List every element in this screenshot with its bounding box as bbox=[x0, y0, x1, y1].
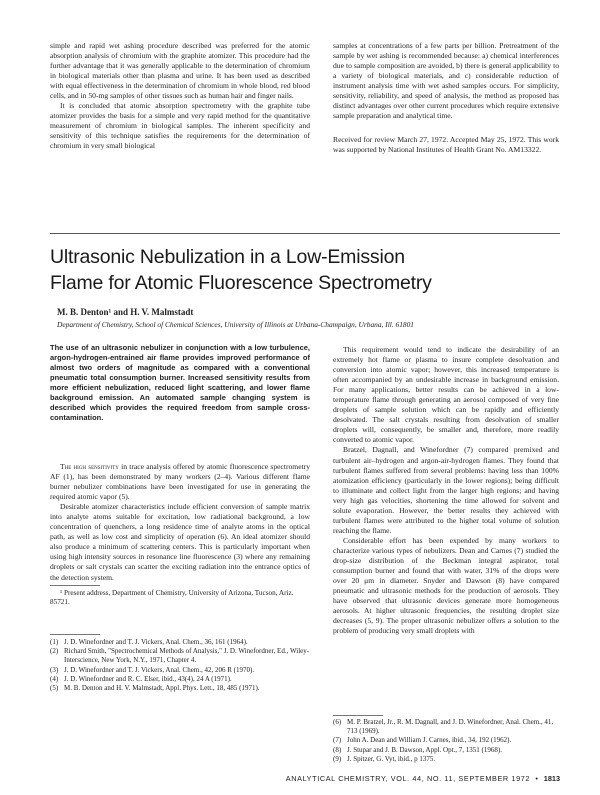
references-rule bbox=[50, 634, 100, 635]
footnote-text: ¹ Present address, Department of Chemistry, University of Arizona, Tucson, Ariz. 85721. bbox=[50, 589, 294, 607]
received-note: Received for review March 27, 1972. Accepted May 25, 1972. This work was supported by National Institutes of Health Grant No. AM13322. bbox=[333, 135, 559, 155]
footnote-rule bbox=[50, 585, 100, 586]
journal-info: ANALYTICAL CHEMISTRY, VOL. 44, NO. 11, SEPTEMBER 1972 bbox=[285, 774, 531, 783]
continued-text-left bbox=[50, 41, 310, 152]
paragraph: Desirable atomizer characteristics include efficient conversion of sample matrix into analyte atoms suitable for excitation, low radiational background, a low concentration of quenchers, a long residence time of analyte atoms in the optical path, as well as low cost and simplicity of operation (6). An ideal atomizer should also produce a minimum of scattering centers. This is particularly important when using high intensity sources in resonance line fluorescence (3) where any remaining droplets or salt crystals can scatter the exciting radiation into the entrance optics of the detection system. bbox=[50, 502, 310, 582]
title-line: Ultrasonic Nebulization in a Low-Emission bbox=[50, 246, 405, 268]
paragraph: in trace analysis offered by atomic fluorescence spectrometry AF (1), has been demonstrated by many workers (2–4). Various different flame burner nebulizer combinations have been investigated for use in generating the required atomic vapor (5). bbox=[50, 462, 311, 502]
references-rule bbox=[333, 715, 383, 716]
footnote bbox=[50, 589, 310, 607]
authors: M. B. Denton¹ and H. V. Malmstadt bbox=[57, 307, 194, 317]
paragraph: It is concluded that atomic absorption spectrometry with the graphite tube atomizer provides the basis for a simple and very rapid method for the quantitative measurement of chromium in biological samples. The inherent specificity and sensitivity of this technique satisfies the requirements for the determination of chromium in very small biological bbox=[50, 101, 310, 151]
reference-item: (1) J. D. Winefordner and T. J. Vickers, Anal. Chem., 36, 161 (1964). bbox=[50, 638, 248, 646]
reference-item: (9) J. Spitzer, G. Vyt, ibid., p 1375. bbox=[333, 754, 436, 763]
continued-text-right bbox=[333, 41, 559, 155]
page-footer bbox=[50, 774, 560, 783]
lead-in: The high sensitivity bbox=[60, 462, 119, 471]
reference-item: (3) J. D. Winefordner and T. J. Vickers, Anal. Chem., 42, 206 R (1970). bbox=[50, 665, 255, 674]
reference-item: (2) Richard Smith, "Spectrochemical Methods of Analysis," J. D. Winefordner, Ed., Wiley-Interscience, New York, N.Y., 1971, Chapter 4. bbox=[50, 647, 310, 665]
bullet: • bbox=[535, 774, 539, 783]
body-text-left bbox=[50, 462, 310, 583]
reference-item: (5) M. B. Denton and H. V. Malmstadt, Appl. Phys. Lett., 18, 485 (1971). bbox=[50, 684, 260, 693]
body-text-right bbox=[333, 345, 559, 636]
paragraph: This requirement would tend to indicate the desirability of an extremely hot flame or plasma to insure complete desolvation and conversion into atomic vapor; however, this increased temperature is often accompanied by an undesirable increase in background emission. For many applications, better results can be achieved in a low-temperature flame through generating an aerosol composed of very fine droplets of sample solution which can be rapidly and efficiently desolvated. The salt crystals resulting from desolvation of smaller droplets will, consequently, be smaller and, therefore, more readily converted to atomic vapor. bbox=[333, 345, 559, 445]
article-divider bbox=[50, 233, 560, 234]
article-title bbox=[50, 244, 560, 296]
reference-item: (6) M. P. Bratzel, Jr., R. M. Dagnall, and J. D. Winefordner, Anal. Chem., 41, 713 (1969). bbox=[333, 718, 554, 736]
title-line: Flame for Atomic Fluorescence Spectrometry bbox=[50, 272, 432, 294]
paragraph: Bratzel, Dagnall, and Winefordner (7) compared premixed and turbulent air–hydrogen and argon-air-hydrogen flames. They found that turbulent flames suffered from several problems: having less than 100% atomization efficiency (particularly in the lower regions); being difficult to illuminate and collect light from the larger high regions; and having very high gas velocities, shortening the time allowed for solvent and solute evaporation. However, the better results they achieved with turbulent flames were attributed to the higher total volume of solution reaching the flame. bbox=[333, 445, 559, 535]
paragraph: samples at concentrations of a few parts per billion. Pretreatment of the sample by wet ashing is recommended because: a) chemical interferences due to sample composition are avoided, b) there is general applicability to a variety of biological materials, and c) considerable reduction of instrument analysis time with wet ashed samples occurs. For simplicity, sensitivity, reliability, and speed of analysis, the method as proposed has distinct advantages over other current procedures which require extensive sample preparation and analytical time. bbox=[333, 41, 559, 121]
abstract: The use of an ultrasonic nebulizer in conjunction with a low turbulence, argon-hydrogen-entrained air flame provides improved performance of almost two orders of magnitude as compared with a conventional pneumatic total consumption burner. Increased sensitivity results from more efficient nebulization, reduced light scattering, and lower flame background emission. An automated sample changing system is described which provides the required freedom from sample cross-contamination. bbox=[50, 343, 310, 422]
reference-item: (8) J. Stupar and J. B. Dawson, Appl. Opt., 7, 1351 (1968). bbox=[333, 745, 502, 754]
paragraph: Considerable effort has been expended by many workers to characterize various types of nebulizers. Dean and Carnes (7) studied the drop-size distribution of the Beckman integral aspirator, total consumption burner and found that with water, 31% of the drops were over 20 μm in diameter. Snyder and Dawson (8) have compared pneumatic and ultrasonic methods for the production of aerosols. They have observed that ultrasonic devices generate more homogeneous aerosols. At higher ultrasonic frequencies, the resulting droplet size decreases (5, 9). The proper ultrasonic nebulizer offers a solution to the problem of producing very small droplets with bbox=[333, 535, 559, 636]
references-left bbox=[50, 638, 310, 693]
page-number: 1813 bbox=[543, 774, 560, 783]
references-right bbox=[333, 718, 559, 764]
reference-item: (4) J. D. Winefordner and R. C. Elser, ibid., 43(4), 24 A (1971). bbox=[50, 674, 232, 683]
affiliation: Department of Chemistry, School of Chemical Sciences, University of Illinois at Urbana-Champaign, Urbana, Ill. 61801 bbox=[57, 320, 414, 329]
reference-item: (7) John A. Dean and William J. Carnes, ibid., 34, 192 (1962). bbox=[333, 736, 512, 745]
paragraph: simple and rapid wet ashing procedure described was preferred for the atomic absorption analysis of chromium with the graphite atomizer. This procedure had the further advantage that it was generally applicable to the determination of chromium in biological materials other than plasma and urine. It has been used as described with equal effectiveness in the determination of chromium in whole blood, red blood cells, and in 50-mg samples of other tissues such as human hair and finger nails. bbox=[50, 41, 310, 101]
